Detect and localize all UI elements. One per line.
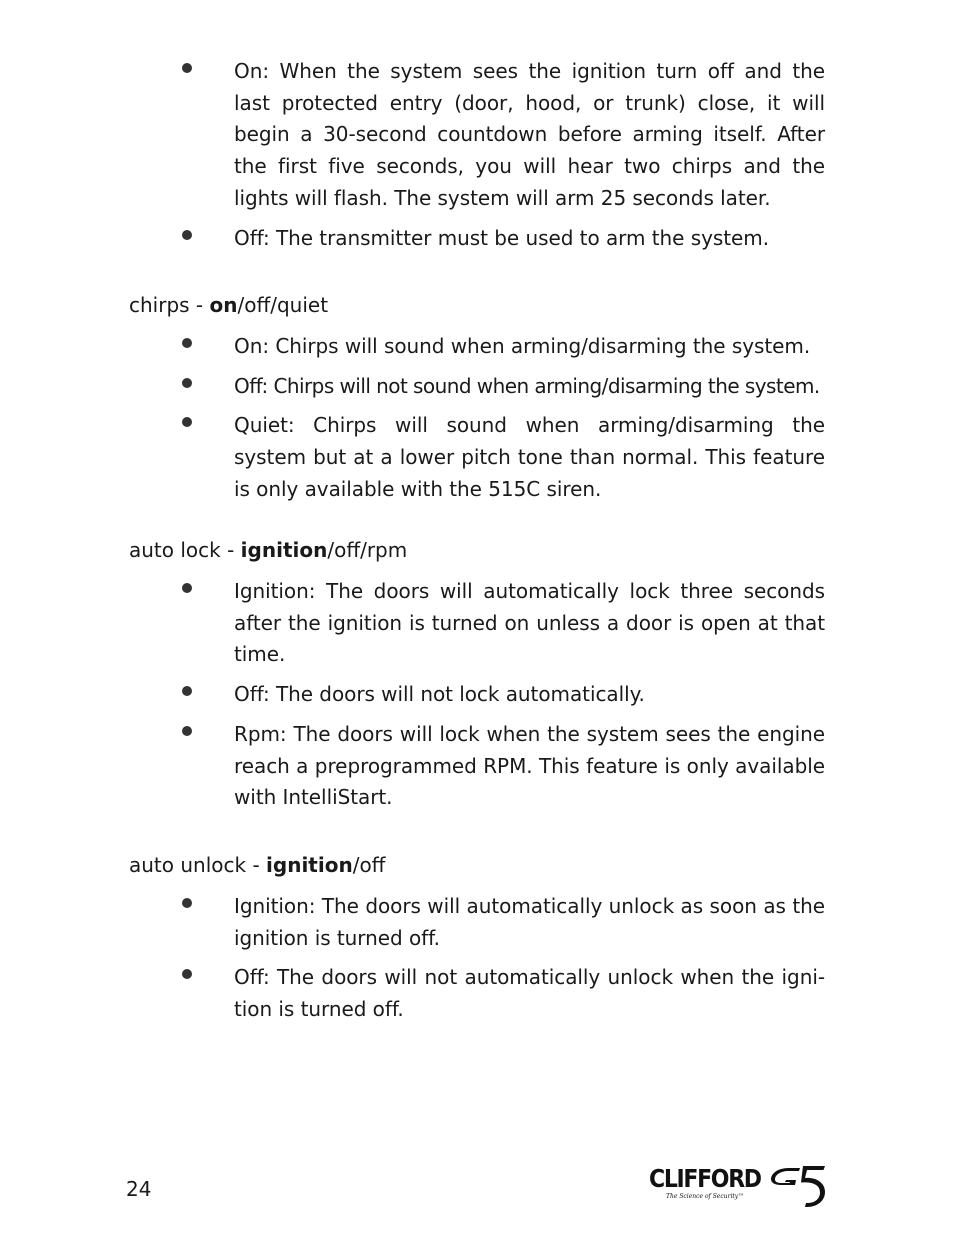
page-number: 24 [126,1177,152,1201]
list-item-text: Off: The doors will not lock automatically. [234,682,645,707]
list-item [0,56,954,215]
bullet-icon [182,378,192,388]
list-item [0,410,954,505]
list-item-text: On: Chirps will sound when arming/disarming the system. [234,334,811,358]
list-item [0,223,954,255]
bullet-icon [182,63,192,73]
list-item-text: Quiet: Chirps will sound when arming/disarming the system but at a lower pitch tone than normal. This feature is only available with the 515C siren. [234,413,825,501]
list-item [0,371,954,403]
list-item-text: Off: The doors will not automatically unlock when the igni-tion is turned off. [234,965,825,1022]
bullet-icon [182,726,192,736]
auto-lock-options [0,576,954,822]
logo-wordmark: CLIFFORD [649,1164,761,1193]
logo-tagline: The Science of Security™ [666,1193,745,1200]
list-item [0,891,954,954]
bullet-icon [182,686,192,696]
g5-logo-icon [769,1162,827,1208]
list-item-text: Off: Chirps will not sound when arming/disarming the system. [234,373,820,398]
list-item-text: On: When the system sees the ignition turn off and the last protected entry (door, hood, or trunk) close, it will begin a 30-second countdown before arming itself. After the first five seconds, you will hear two chirps and the lights will flash. The system will arm 25 seconds later. [234,59,825,210]
default-value: ignition [240,538,328,562]
list-item-text: Ignition: The doors will automatically lock three seconds after the ignition is turned on unless a door is open at that time. [234,579,825,667]
bullet-icon [182,969,192,979]
list-item [0,679,954,711]
auto-lock-heading: auto lock - ignition/off/rpm [129,538,408,562]
list-item [0,331,954,363]
clifford-logo [645,1160,830,1210]
chirps-heading: chirps - on/off/quiet [129,293,329,317]
list-item [0,962,954,1025]
auto-unlock-options [0,891,954,1034]
bullet-icon [182,230,192,240]
list-item-text: Off: The transmitter must be used to arm the system. [234,225,770,250]
list-item [0,576,954,671]
bullet-icon [182,583,192,593]
bullet-icon [182,417,192,427]
default-value: ignition [266,853,353,877]
auto-unlock-heading: auto unlock - ignition/off [129,853,386,877]
bullet-icon [182,338,192,348]
list-item [0,719,954,814]
list-item-text: Rpm: The doors will lock when the system sees the engine reach a preprogrammed RPM. This feature is only available with IntelliStart. [234,721,825,810]
ignition-arm-options [0,56,954,262]
list-item-text: Ignition: The doors will automatically unlock as soon as the ignition is turned off. [234,894,825,950]
chirps-options [0,331,954,514]
default-value: on [209,293,238,317]
bullet-icon [182,898,192,908]
